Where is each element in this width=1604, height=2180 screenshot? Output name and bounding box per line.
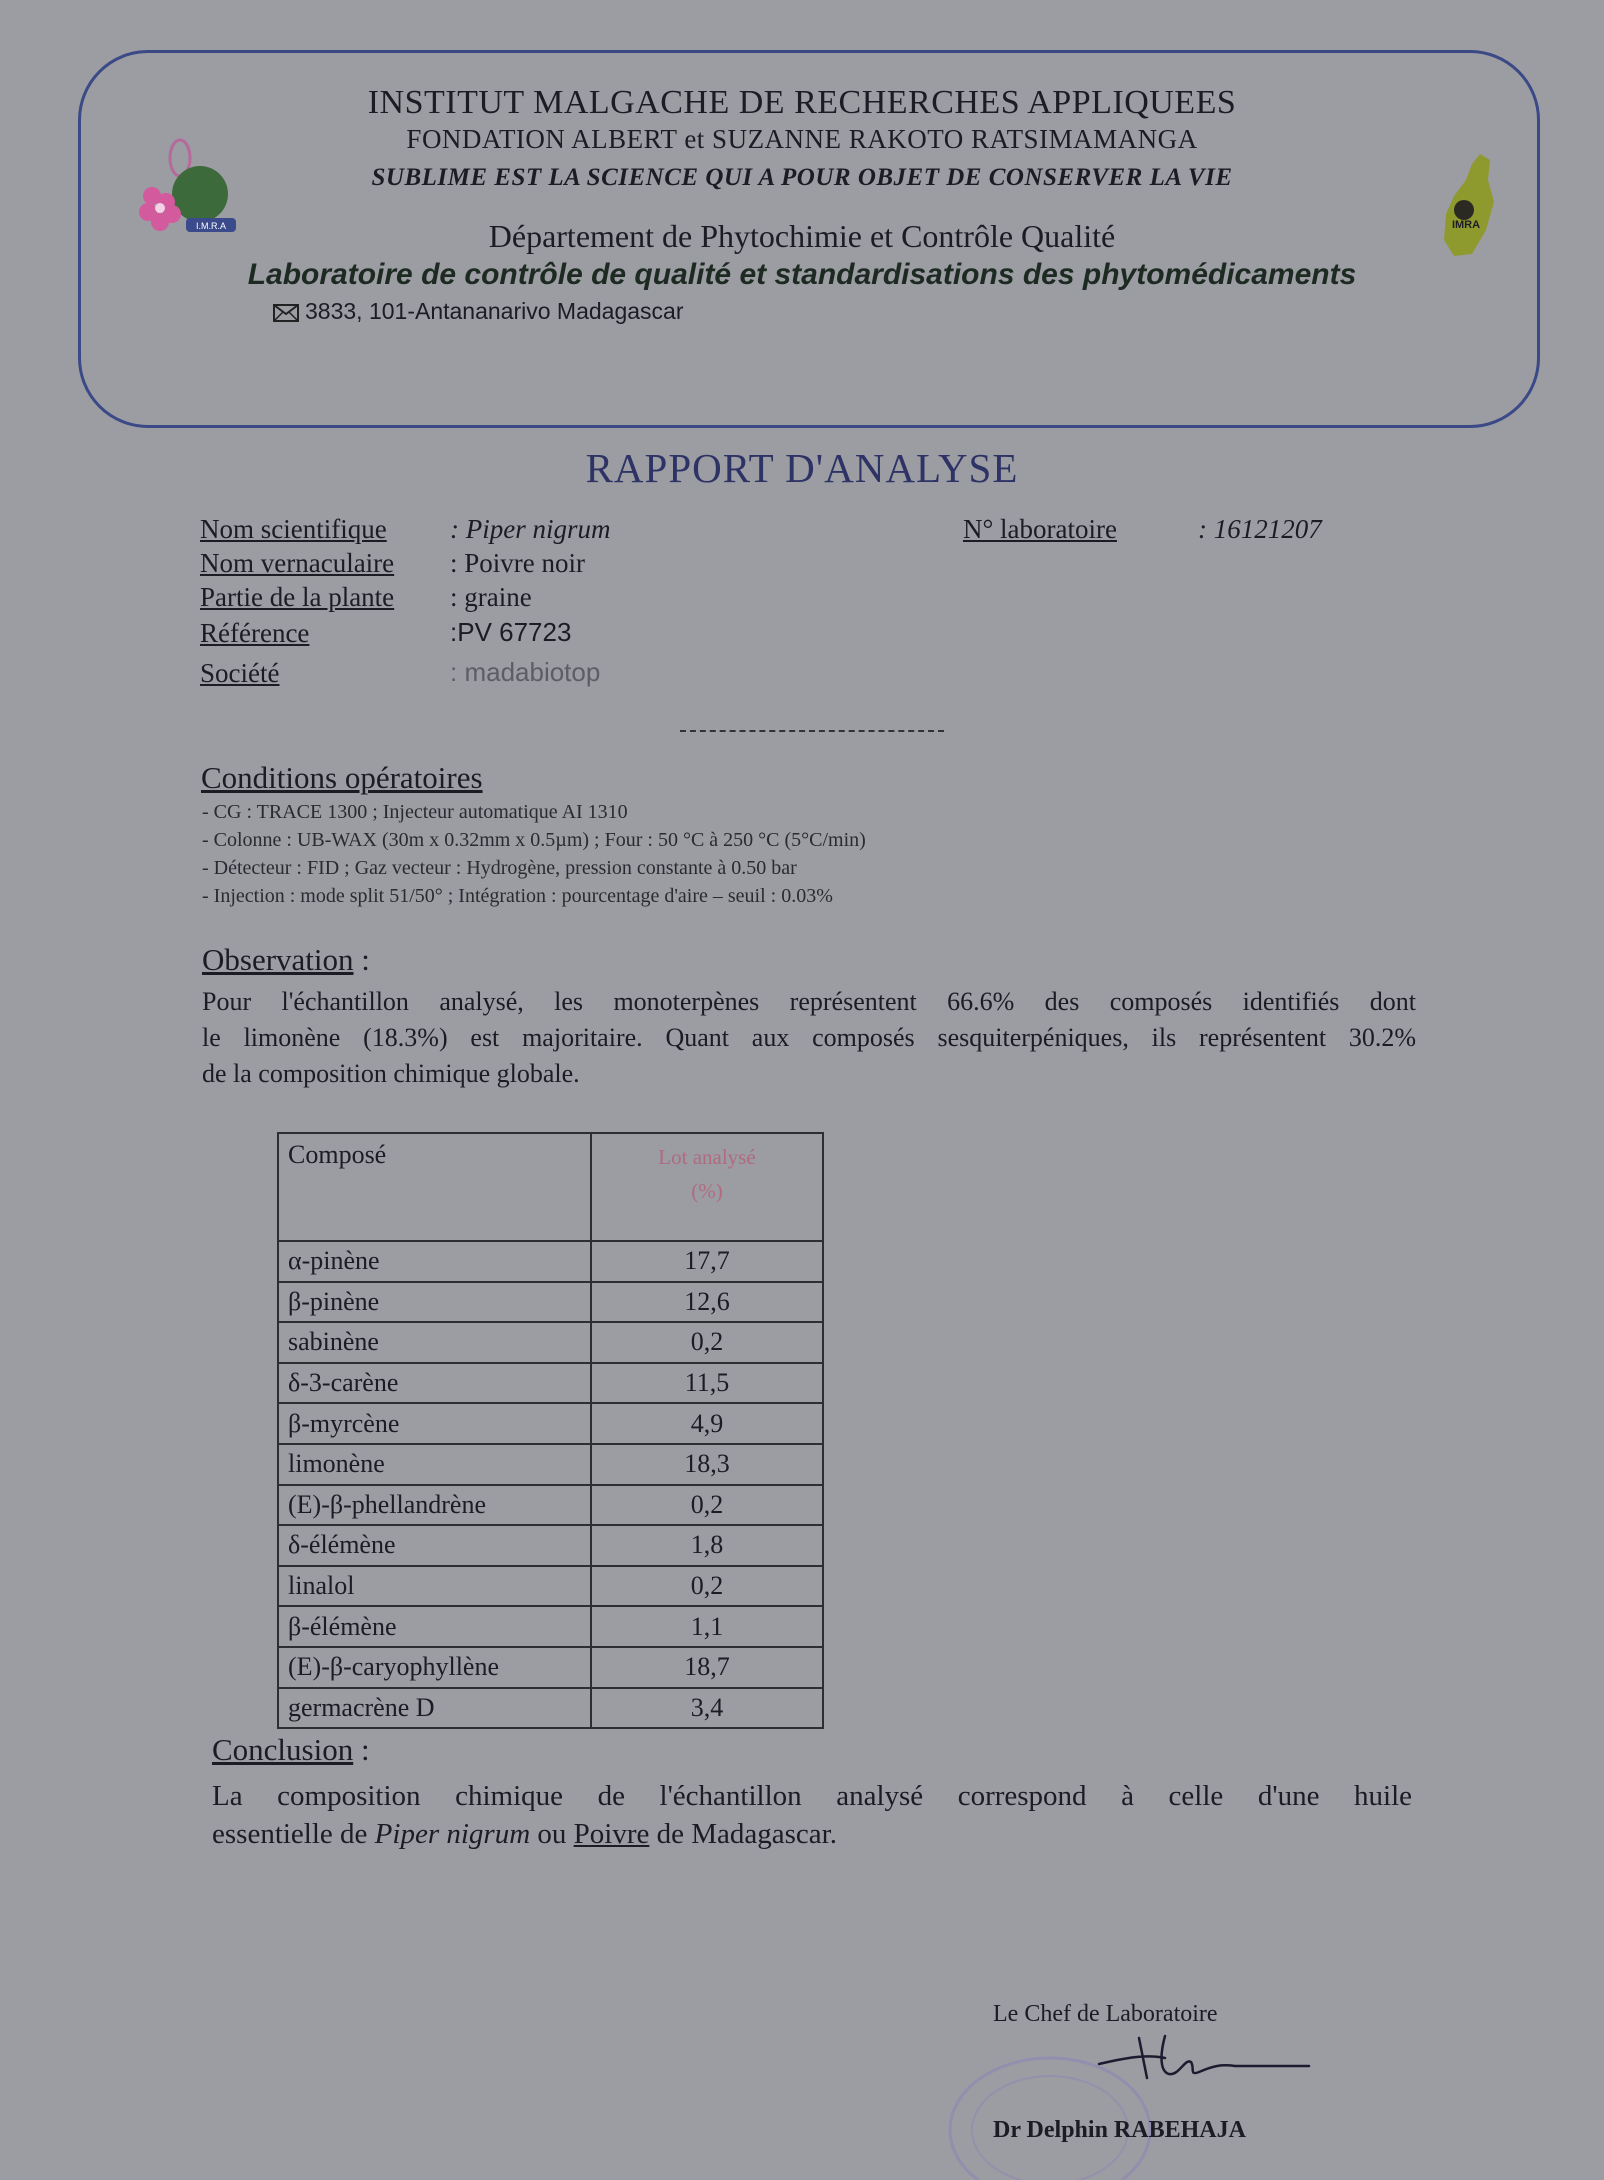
compound-cell: β-myrcène [278,1403,591,1444]
table-row [278,1444,823,1485]
conclusion-text: de Madagascar. [649,1818,837,1850]
value-cell: 0,2 [591,1485,823,1526]
table-row [278,1403,823,1444]
observation-heading [202,942,370,978]
field-value-reference: :PV 67723 [450,617,572,647]
compound-cell: (E)-β-phellandrène [278,1485,591,1526]
table-row [278,1485,823,1526]
conclusion-colon: : [353,1732,370,1767]
value-cell: 11,5 [591,1363,823,1404]
observation-colon: : [353,942,370,977]
field-label-vernacular-name: Nom vernaculaire [200,548,395,578]
field-value-scientific-name: : Piper nigrum [450,514,611,544]
envelope-icon [273,304,299,322]
report-title: RAPPORT D'ANALYSE [585,445,1019,491]
postal-address [273,298,683,325]
institute-name: INSTITUT MALGACHE DE RECHERCHES APPLIQUEES [367,84,1237,121]
value-cell: 18,3 [591,1444,823,1485]
value-cell: 18,7 [591,1647,823,1688]
compound-cell: β-élémène [278,1606,591,1647]
table-header-row [278,1133,823,1241]
table-row [278,1606,823,1647]
field-value-plant-part: : graine [450,582,532,612]
observation-line: de la composition chimique globale. [202,1059,580,1088]
logo-right-text: IMRA [1451,219,1481,231]
condition-line: - Détecteur : FID ; Gaz vecteur : Hydrogène, pression constante à 0.50 bar [202,857,797,879]
header-compound: Composé [278,1133,591,1241]
table-row [278,1688,823,1729]
address-text: 3833, 101-Antananarivo Madagascar [305,298,684,324]
table-row [278,1566,823,1607]
department-name: Département de Phytochimie et Contrôle Qualité [488,218,1116,254]
observation-line: le limonène (18.3%) est majoritaire. Quant aux composés sesquiterpéniques, ils représentent 30.2% [202,1023,1416,1052]
table-row [278,1322,823,1363]
signatory-name: Dr Delphin RABEHAJA [993,2117,1246,2143]
conclusion-species: Piper nigrum [374,1818,531,1850]
value-cell: 0,2 [591,1322,823,1363]
condition-line: - Injection : mode split 51/50° ; Intégration : pourcentage d'aire – seuil : 0.03% [202,885,833,907]
condition-line: - Colonne : UB-WAX (30m x 0.32mm x 0.5µm) ; Four : 50 °C à 250 °C (5°C/min) [202,829,866,851]
conclusion-text: essentielle de [212,1818,375,1850]
logo-left-text: I.M.R.A [195,221,227,231]
table-row [278,1282,823,1323]
header-lot [591,1133,823,1241]
compound-cell: limonène [278,1444,591,1485]
value-cell: 1,1 [591,1606,823,1647]
conclusion-text: ou [530,1818,574,1850]
table-row [278,1363,823,1404]
conclusion-line: La composition chimique de l'échantillon analysé correspond à celle d'une huile [212,1780,1412,1812]
condition-line: - CG : TRACE 1300 ; Injecteur automatique AI 1310 [202,801,628,823]
header-lot-unit: (%) [691,1179,723,1203]
table-row [278,1241,823,1282]
compound-cell: linalol [278,1566,591,1607]
laboratory-name: Laboratoire de contrôle de qualité et standardisations des phytomédicaments [247,258,1357,291]
value-cell: 0,2 [591,1566,823,1607]
separator-line [680,730,944,732]
compound-cell: germacrène D [278,1688,591,1729]
table-row [278,1647,823,1688]
conclusion-common-name: Poivre [573,1818,650,1850]
handwritten-signature [1095,2028,1315,2088]
observation-title: Observation [202,942,354,977]
lab-number-label: N° laboratoire [963,514,1117,544]
field-label-scientific-name: Nom scientifique [200,514,387,544]
compound-cell: sabinène [278,1322,591,1363]
motto: SUBLIME EST LA SCIENCE QUI A POUR OBJET DE CONSERVER LA VIE [371,164,1233,191]
foundation-name: FONDATION ALBERT et SUZANNE RAKOTO RATSIMAMANGA [406,124,1198,154]
field-value-vernacular-name: : Poivre noir [450,548,585,578]
value-cell: 3,4 [591,1688,823,1729]
value-cell: 4,9 [591,1403,823,1444]
field-label-company: Société [200,658,280,688]
conclusion-heading [212,1732,370,1768]
lab-number-value: : 16121207 [1198,514,1322,544]
compound-cell: δ-élémène [278,1525,591,1566]
conclusion-title: Conclusion [212,1732,354,1767]
value-cell: 17,7 [591,1241,823,1282]
compound-cell: α-pinène [278,1241,591,1282]
compound-cell: β-pinène [278,1282,591,1323]
field-value-company: : madabiotop [450,657,601,687]
value-cell: 1,8 [591,1525,823,1566]
compound-cell: (E)-β-caryophyllène [278,1647,591,1688]
signatory-title: Le Chef de Laboratoire [993,2001,1218,2027]
observation-line: Pour l'échantillon analysé, les monoterpènes représentent 66.6% des composés identifiés dont [202,987,1416,1016]
conditions-title: Conditions opératoires [201,760,483,795]
table-row [278,1525,823,1566]
field-label-plant-part: Partie de la plante [200,582,395,612]
header-lot-label: Lot analysé [658,1145,756,1169]
value-cell: 12,6 [591,1282,823,1323]
composition-table [277,1132,824,1729]
compound-cell: δ-3-carène [278,1363,591,1404]
field-label-reference: Référence [200,618,310,648]
conclusion-line-2 [212,1818,837,1851]
